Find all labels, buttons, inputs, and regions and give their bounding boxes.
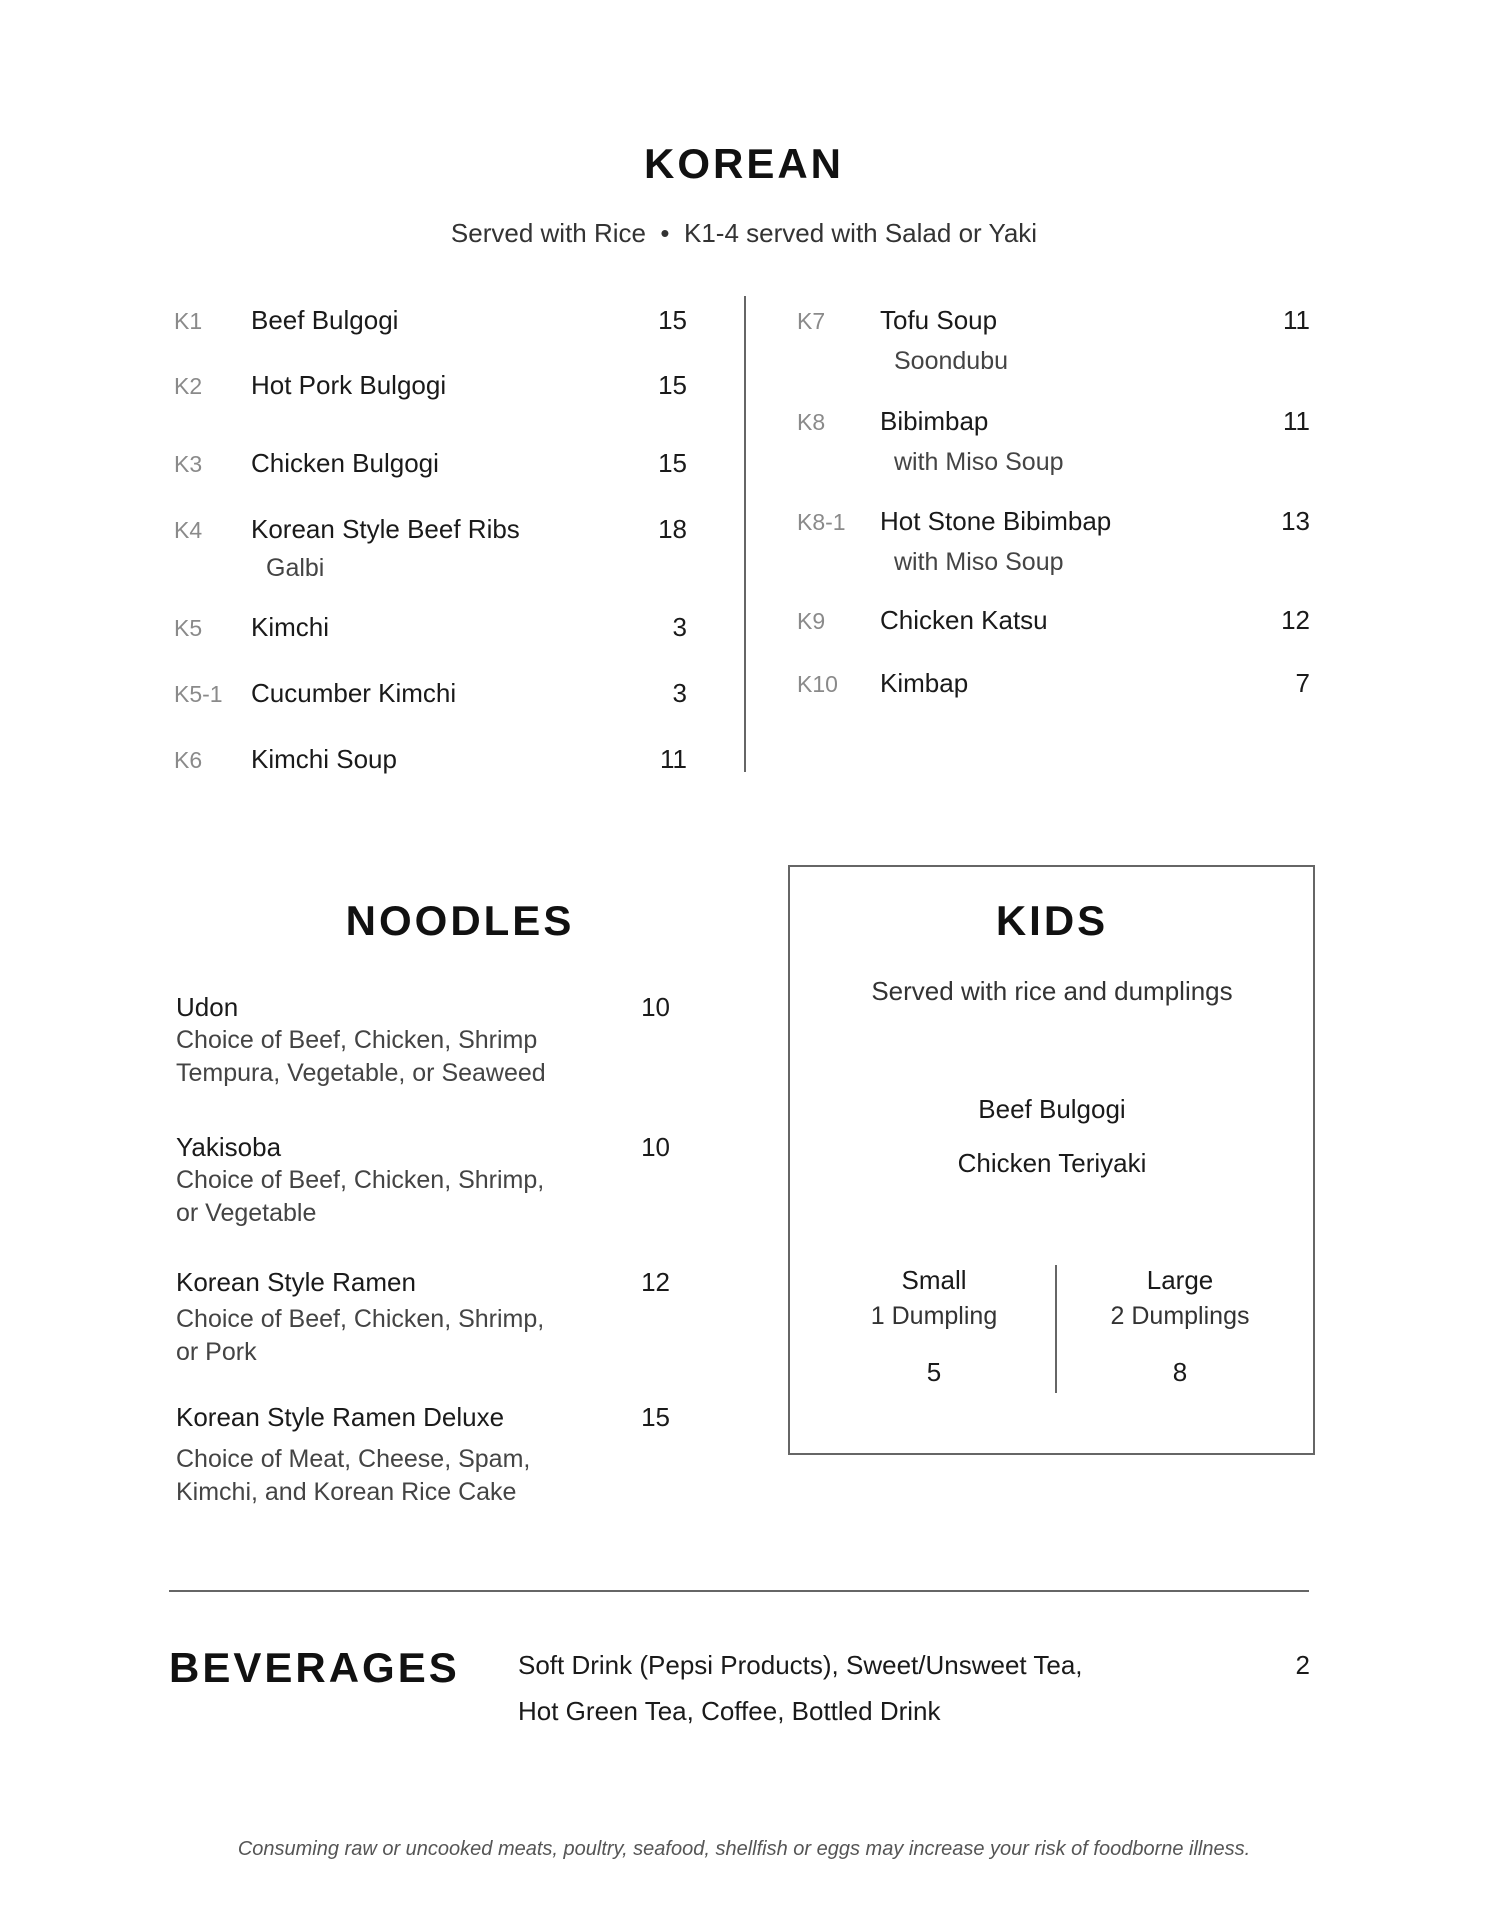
beverages-title: BEVERAGES [169,1644,460,1691]
noodle-item-price: 15 [641,1402,670,1432]
menu-item-code: K4 [174,517,203,543]
menu-item-price: 18 [658,514,687,544]
menu-item-price: 7 [1295,668,1310,698]
menu-item-description: Galbi [266,554,325,582]
menu-item-description: with Miso Soup [894,448,1064,476]
menu-item-code: K2 [174,373,203,399]
menu-item-price: 3 [672,678,687,708]
noodle-item-description: Choice of Beef, Chicken, Shrimp, [176,1305,545,1333]
kids-small-price: 5 [926,1357,942,1387]
kids-small-detail: 1 Dumpling [870,1302,998,1330]
beverages-price: 2 [1295,1650,1310,1680]
menu-item-price: 13 [1281,506,1310,536]
noodle-item-description: Tempura, Vegetable, or Seaweed [176,1059,546,1087]
kids-size-divider [1055,1265,1057,1393]
menu-item-price: 11 [660,744,687,774]
noodle-item-price: 10 [641,1132,670,1162]
menu-item-code: K10 [797,671,838,697]
korean-subtitle: Served with Rice • K1-4 served with Salad or Yaki [450,218,1038,248]
kids-item-chicken-teriyaki: Chicken Teriyaki [957,1148,1147,1178]
beverages-line-2: Hot Green Tea, Coffee, Bottled Drink [518,1696,941,1726]
menu-item-price: 15 [658,305,687,335]
noodle-item-description: or Vegetable [176,1199,317,1227]
menu-item-price: 12 [1281,605,1310,635]
beverages-divider [169,1590,1309,1592]
menu-item-price: 11 [1283,406,1310,436]
menu-item-code: K5 [174,615,203,641]
menu-item-code: K1 [174,308,203,334]
menu-item-price: 15 [658,370,687,400]
menu-item-name: Tofu Soup [880,305,998,335]
noodle-item-name: Yakisoba [176,1132,282,1162]
menu-item-name: Kimchi Soup [251,744,397,774]
kids-large-price: 8 [1172,1357,1188,1387]
menu-item-code: K8-1 [797,509,846,535]
menu-item-description: Soondubu [894,347,1009,375]
foodborne-illness-disclaimer: Consuming raw or uncooked meats, poultry, seafood, shellfish or eggs may increase your risk of foodborne illness. [237,1838,1251,1860]
menu-item-price: 15 [658,448,687,478]
noodle-item-name: Korean Style Ramen [176,1267,416,1297]
menu-item-name: Bibimbap [880,406,989,436]
menu-item-name: Beef Bulgogi [251,305,399,335]
menu-item-name: Kimchi [251,612,330,642]
menu-item-price: 11 [1283,305,1310,335]
noodle-item-description: Choice of Beef, Chicken, Shrimp, [176,1166,545,1194]
korean-column-divider [744,296,746,772]
noodle-item-description: Choice of Beef, Chicken, Shrimp [176,1026,538,1054]
menu-item-name: Hot Stone Bibimbap [880,506,1112,536]
noodle-item-price: 12 [641,1267,670,1297]
menu-item-name: Korean Style Beef Ribs [251,514,520,544]
menu-item-code: K9 [797,608,826,634]
kids-subtitle: Served with rice and dumplings [871,976,1233,1006]
menu-item-name: Cucumber Kimchi [251,678,457,708]
korean-title: KOREAN [643,140,844,187]
kids-item-beef-bulgogi: Beef Bulgogi [978,1094,1126,1124]
menu-item-price: 3 [672,612,687,642]
noodle-item-description: Kimchi, and Korean Rice Cake [176,1478,517,1506]
noodles-title: NOODLES [345,897,575,944]
kids-large-detail: 2 Dumplings [1110,1302,1250,1330]
menu-item-code: K3 [174,451,203,477]
menu-item-code: K8 [797,409,826,435]
beverages-line-1: Soft Drink (Pepsi Products), Sweet/Unsweet Tea, [518,1650,1083,1680]
menu-item-name: Chicken Bulgogi [251,448,439,478]
menu-item-description: with Miso Soup [894,548,1064,576]
menu-item-code: K6 [174,747,203,773]
menu-item-code: K7 [797,308,826,334]
kids-large-label: Large [1146,1265,1214,1295]
kids-small-label: Small [901,1265,967,1295]
menu-item-name: Kimbap [880,668,969,698]
noodle-item-name: Udon [176,992,239,1022]
menu-item-name: Chicken Katsu [880,605,1048,635]
noodle-item-name: Korean Style Ramen Deluxe [176,1402,505,1432]
kids-title: KIDS [995,897,1109,944]
noodle-item-description: or Pork [176,1338,257,1366]
menu-item-name: Hot Pork Bulgogi [251,370,447,400]
menu-item-code: K5-1 [174,681,223,707]
noodle-item-price: 10 [641,992,670,1022]
noodle-item-description: Choice of Meat, Cheese, Spam, [176,1445,531,1473]
